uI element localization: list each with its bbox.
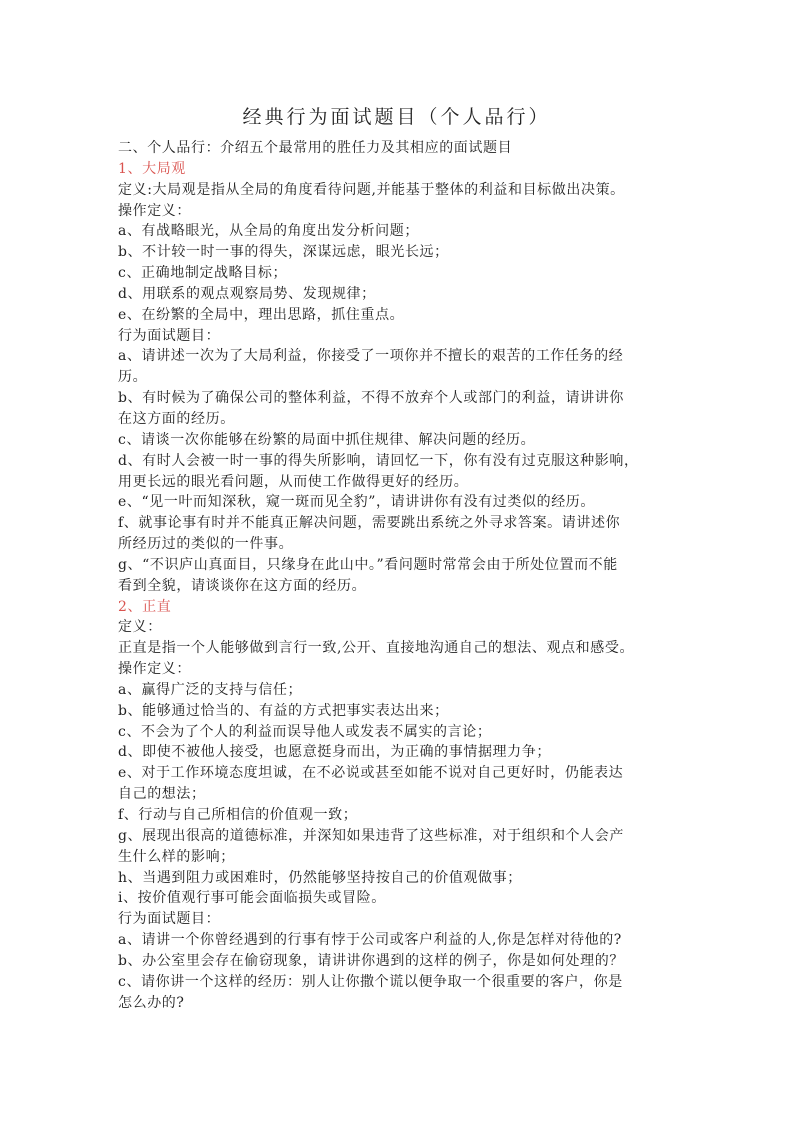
text-line: d、即使不被他人接受，也愿意挺身而出，为正确的事情据理力争； (118, 744, 551, 761)
text-line: 自己的想法； (118, 786, 206, 803)
text-line: g、展现出很高的道德标准，并深知如果违背了这些标准，对于组织和个人会产 (118, 827, 624, 844)
text-line: g、“不识庐山真面目，只缘身在此山中。”看问题时常常会由于所处位置而不能 (118, 556, 618, 573)
text-line: b、不计较一时一事的得失，深谋远虑，眼光长远； (118, 244, 449, 261)
text-line: e、对于工作环境态度坦诚，在不必说或甚至如能不说对自己更好时，仍能表达 (118, 765, 624, 782)
text-line: 所经历过的类似的一件事。 (118, 536, 294, 553)
text-line: b、能够通过恰当的、有益的方式把事实表达出来； (118, 702, 449, 719)
text-line: 用更长远的眼光看问题，从而使工作做得更好的经历。 (118, 473, 469, 490)
text-line: 定义:大局观是指从全局的角度看待问题,并能基于整体的利益和目标做出决策。 (118, 181, 625, 198)
text-line: e、“见一叶而知深秋，窥一斑而见全豹”，请讲讲你有没有过类似的经历。 (118, 494, 595, 511)
text-line: c、正确地制定战略目标； (118, 265, 288, 282)
text-line: 行为面试题目： (118, 327, 221, 344)
text-line: c、请谈一次你能够在纷繁的局面中抓住规律、解决问题的经历。 (118, 431, 536, 448)
document-body (118, 138, 678, 1013)
text-line: a、有战略眼光，从全局的角度出发分析问题； (118, 223, 419, 240)
text-line: 正直是指一个人能够做到言行一致,公开、直接地沟通自己的想法、观点和感受。 (118, 640, 635, 657)
text-line: c、不会为了个人的利益而误导他人或发表不属实的言论； (118, 723, 492, 740)
text-line: 操作定义： (118, 661, 191, 678)
section-heading: 1、大局观 (118, 160, 186, 177)
text-line: a、请讲一个你曾经遇到的行事有悖于公司或客户利益的人,你是怎样对待他的? (118, 932, 622, 949)
section-big-picture (118, 159, 678, 597)
text-line: 看到全貌，请谈谈你在这方面的经历。 (118, 577, 367, 594)
section-integrity (118, 597, 678, 1014)
text-line: 操作定义： (118, 202, 191, 219)
text-line: e、在纷繁的全局中，理出思路，抓住重点。 (118, 306, 405, 323)
section-lines (118, 180, 678, 597)
subtitle: 二、个人品行：介绍五个最常用的胜任力及其相应的面试题目 (118, 140, 513, 156)
text-line: 生什么样的影响； (118, 848, 235, 865)
section-heading: 2、正直 (118, 598, 172, 615)
text-line: 怎么办的? (118, 994, 185, 1011)
text-line: 行为面试题目： (118, 911, 221, 928)
text-line: b、有时候为了确保公司的整体利益，不得不放弃个人或部门的利益，请讲讲你 (118, 390, 624, 407)
text-line: a、请讲述一次为了大局利益，你接受了一项你并不擅长的艰苦的工作任务的经 (118, 348, 624, 365)
text-line: i、按价值观行事可能会面临损失或冒险。 (118, 890, 386, 907)
text-line: 定义： (118, 619, 162, 636)
text-line: f、行动与自己所相信的价值观一致； (118, 807, 358, 823)
section-lines (118, 617, 678, 1013)
text-line: 历。 (118, 369, 148, 386)
text-line: c、请你讲一个这样的经历：别人让你撒个谎以便争取一个很重要的客户，你是 (118, 973, 623, 990)
document-title: 经典行为面试题目（个人品行） (242, 106, 551, 128)
text-line: a、赢得广泛的支持与信任； (118, 681, 303, 698)
text-line: 在这方面的经历。 (118, 410, 235, 427)
text-line: h、当遇到阻力或困难时，仍然能够坚持按自己的价值观做事； (118, 869, 522, 886)
text-line: f、就事论事有时并不能真正解决问题，需要跳出系统之外寻求答案。请讲述你 (118, 515, 621, 532)
text-line: b、办公室里会存在偷窃现象，请讲讲你遇到的这样的例子，你是如何处理的？ (118, 952, 624, 969)
text-line: d、有时人会被一时一事的得失所影响，请回忆一下，你有没有过克服这种影响， (118, 452, 639, 469)
text-line: d、用联系的观点观察局势、发现规律； (118, 285, 376, 302)
